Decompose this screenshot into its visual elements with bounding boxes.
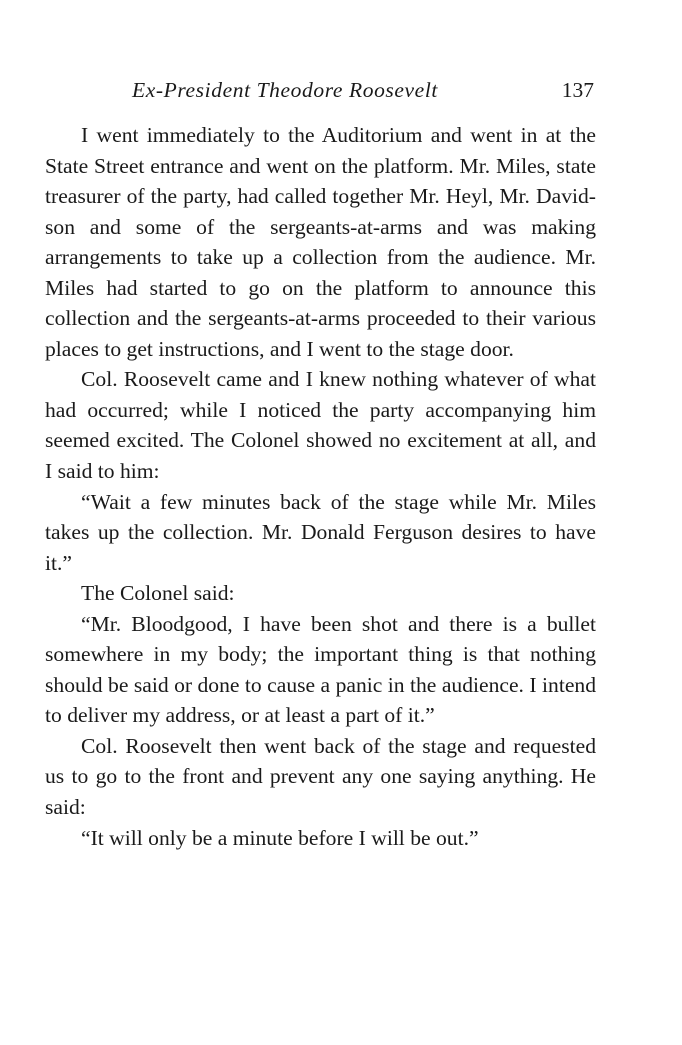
- paragraph-shot-statement: “Mr. Bloodgood, I have been shot and there is a bullet somewhere in my body; the important thing is that nothing should be said or done to cause a panic in the audience. I intend to deliver my address, or at least a part of it.”: [45, 611, 596, 728]
- paragraph-auditorium-arrival: I went immediately to the Auditorium and went in at the State Street entrance and went on the platform. Mr. Miles, state treasurer of the party, had called together Mr. Heyl, Mr. Davidson and some of the sergeants-at-arms and was making arrangements to take up a collection from the audience. Mr. Miles had started to go on the platform to announce this collection and the sergeants-at-arms proceeded to their various places to get instructions, and I went to the stage door.: [45, 123, 596, 361]
- page-number: 137: [561, 78, 594, 102]
- paragraph-only-a-minute: “It will only be a minute before I will be out.”: [81, 825, 479, 850]
- body-text: [45, 120, 596, 853]
- paragraph-colonel-said: The Colonel said:: [81, 581, 235, 606]
- paragraph-colonel-arrives: Col. Roosevelt came and I knew nothing whatever of what had occurred; while I noticed the party accompanying him seemed excited. The Colonel showed no excitement at all, and I said to him:: [45, 367, 596, 484]
- running-head: [48, 74, 596, 106]
- paragraph-wait-request: “Wait a few minutes back of the stage while Mr. Miles takes up the collection. Mr. Donald Ferguson desires to have it.”: [45, 489, 596, 575]
- paragraph-went-back: Col. Roosevelt then went back of the stage and requested us to go to the front and prevent any one saying anything. He said:: [45, 733, 596, 820]
- running-head-title: Ex-President Theodore Roosevelt: [132, 78, 438, 102]
